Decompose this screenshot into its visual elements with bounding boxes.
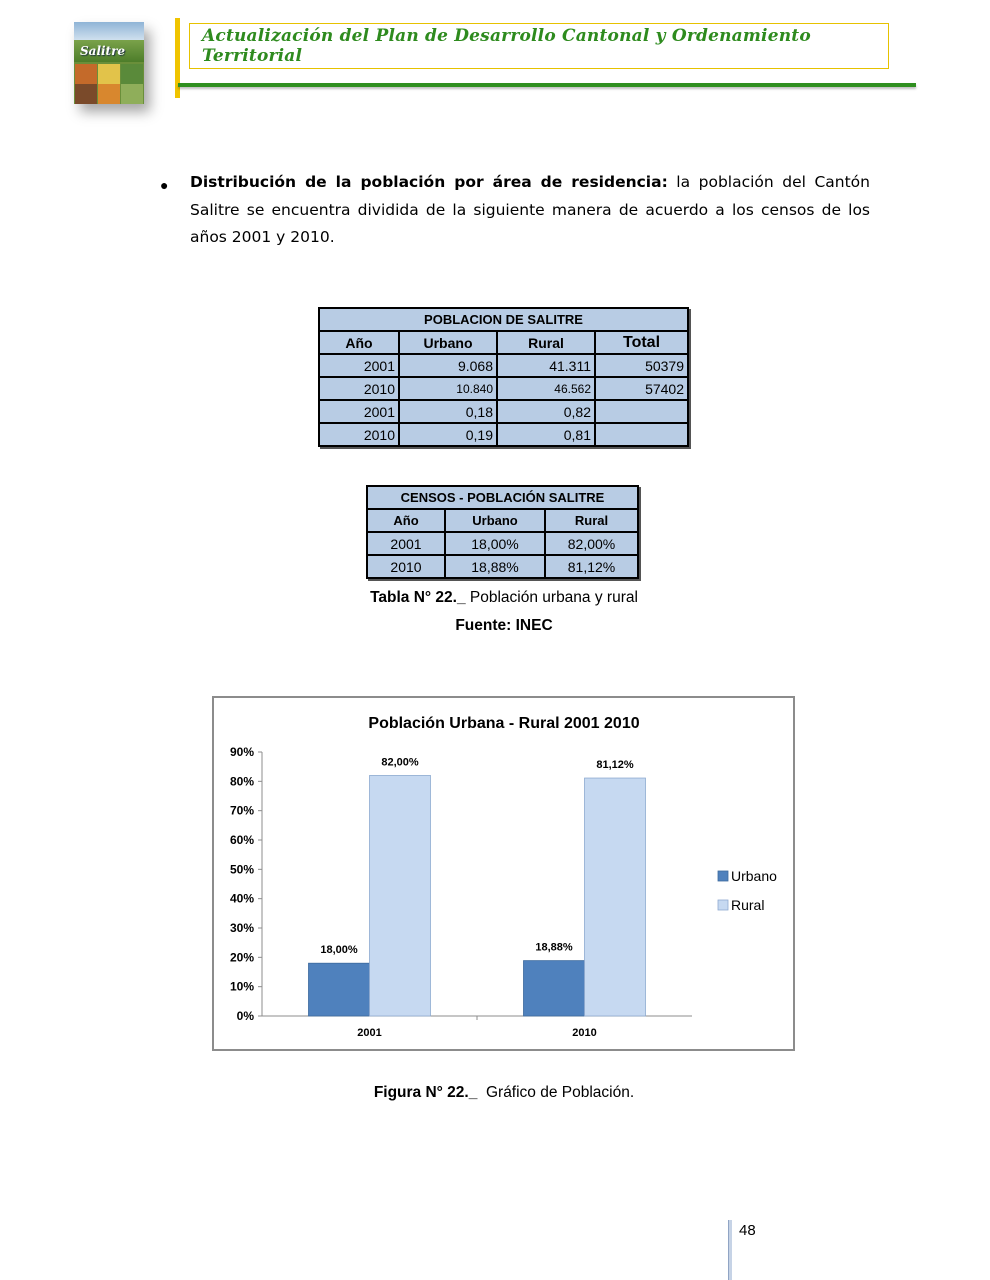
table-row — [319, 354, 688, 377]
table-cell: 9.068 — [399, 354, 497, 377]
table-row — [367, 532, 638, 555]
body-paragraph — [190, 169, 870, 252]
table-cell: 82,00% — [545, 532, 638, 555]
chart-title: Población Urbana - Rural 2001 2010 — [368, 715, 640, 732]
header-cell: Urbano — [399, 331, 497, 354]
figure-caption-bold: Figura N° 22._ — [373, 1084, 478, 1101]
y-tick-label: 0% — [236, 1009, 254, 1023]
legend-swatch — [718, 900, 728, 910]
y-tick-label: 60% — [229, 833, 254, 847]
bar-rural — [370, 775, 431, 1016]
logo-text: Salitre — [80, 44, 126, 58]
page-number-rule — [728, 1220, 732, 1280]
legend-label: Rural — [731, 897, 765, 913]
figure-caption-text: Gráfico de Población. — [477, 1084, 635, 1101]
bar-urbano — [524, 961, 585, 1016]
source-caption: Fuente: INEC — [455, 617, 553, 634]
table-cell: 50379 — [595, 354, 688, 377]
table-cell: 18,88% — [445, 555, 545, 578]
y-tick-label: 40% — [229, 891, 254, 906]
chart-svg — [214, 698, 793, 1049]
header-cell: Año — [319, 331, 399, 354]
population-table — [318, 307, 689, 447]
data-label: 18,88% — [535, 941, 573, 954]
population-table-caption: POBLACION DE SALITRE — [319, 308, 688, 331]
data-label: 82,00% — [381, 756, 419, 769]
table-cell: 18,00% — [445, 532, 545, 555]
header-title: Actualización del Plan de Desarrollo Cantonal y Ordenamiento Territorial — [202, 26, 811, 66]
y-tick-label: 30% — [229, 921, 254, 935]
bullet-icon: ● — [160, 177, 169, 193]
x-tick-label: 2001 — [357, 1027, 382, 1039]
table-cell: 0,81 — [497, 423, 595, 446]
table-row — [319, 377, 688, 400]
table-cell: 57402 — [595, 377, 688, 400]
census-table — [366, 485, 639, 579]
table-cell: 2001 — [319, 400, 399, 423]
bar-rural — [585, 778, 646, 1016]
table-cell: 41.311 — [497, 354, 595, 377]
table-cell: 0,82 — [497, 400, 595, 423]
table-cell: 46.562 — [497, 377, 595, 400]
table-caption-text: Población urbana y rural — [465, 589, 638, 606]
table-caption — [0, 589, 990, 607]
y-tick-label: 50% — [229, 862, 254, 877]
y-tick-label: 90% — [229, 745, 254, 759]
table-cell: 10.840 — [399, 377, 497, 400]
table-cell: 2010 — [319, 423, 399, 446]
y-tick-label: 70% — [229, 803, 254, 818]
y-tick-label: 10% — [229, 979, 254, 994]
table-row — [319, 423, 688, 446]
paragraph-text: la población del Cantón Salitre se encuentra dividida de la siguiente manera de acuerdo a los censos de los años 2001 y 2010. — [190, 173, 870, 246]
table-cell: 2010 — [367, 555, 445, 578]
header-logo — [74, 22, 144, 104]
header-cell: Rural — [545, 509, 638, 532]
table-row — [367, 555, 638, 578]
data-label: 81,12% — [596, 759, 634, 772]
table-cell: 81,12% — [545, 555, 638, 578]
table-cell — [595, 423, 688, 446]
y-tick-label: 80% — [229, 774, 254, 789]
table-caption-bold: Tabla N° 22._ — [370, 589, 466, 606]
population-chart — [212, 696, 795, 1051]
table-cell — [595, 400, 688, 423]
header-divider — [178, 83, 916, 87]
header-cell: Urbano — [445, 509, 545, 532]
legend-label: Urbano — [731, 868, 777, 884]
table-row — [319, 400, 688, 423]
data-label: 18,00% — [320, 944, 358, 957]
bar-urbano — [309, 963, 370, 1016]
census-table-caption: CENSOS - POBLACIÓN SALITRE — [367, 486, 638, 509]
header-cell: Total — [595, 331, 688, 354]
figure-caption — [0, 1084, 990, 1102]
y-tick-label: 20% — [229, 950, 254, 965]
table-cell: 2001 — [319, 354, 399, 377]
table-cell: 0,18 — [399, 400, 497, 423]
table-cell: 2001 — [367, 532, 445, 555]
header-cell: Año — [367, 509, 445, 532]
paragraph-bold: Distribución de la población por área de residencia: — [190, 173, 668, 191]
legend-swatch — [718, 871, 728, 881]
header-cell: Rural — [497, 331, 595, 354]
page-number: 48 — [739, 1222, 756, 1239]
header-title-box — [189, 23, 889, 69]
table-cell: 0,19 — [399, 423, 497, 446]
x-tick-label: 2010 — [572, 1027, 597, 1039]
table-cell: 2010 — [319, 377, 399, 400]
